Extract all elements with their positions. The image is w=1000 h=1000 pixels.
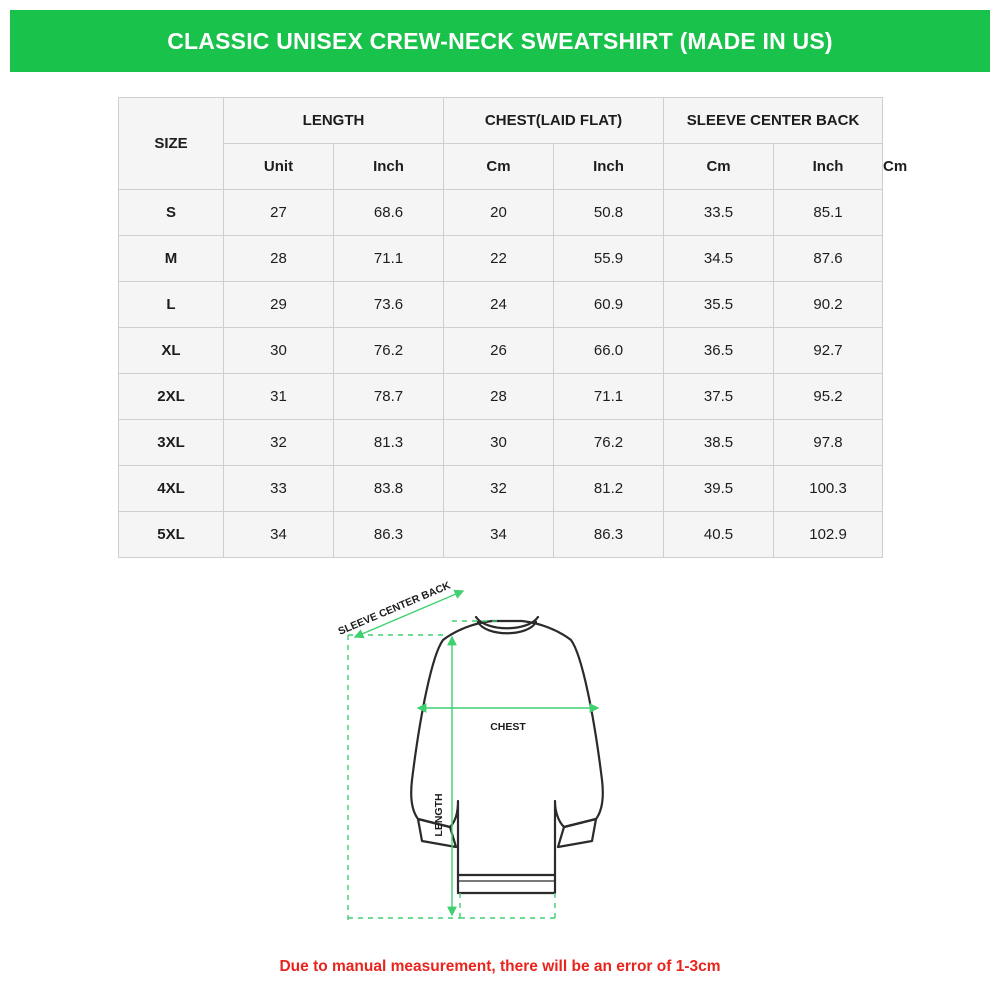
label-sleeve-center-back: SLEEVE CENTER BACK (336, 579, 453, 638)
cell-length-inch: 34 (224, 512, 334, 558)
cell-chest-cm: 55.9 (554, 236, 664, 282)
header-chest: CHEST(LAID FLAT) (444, 98, 664, 144)
cell-chest-inch: 32 (444, 466, 554, 512)
cell-chest-cm: 71.1 (554, 374, 664, 420)
cell-sleeve-cm: 85.1 (774, 190, 883, 236)
sweatshirt-outline (411, 617, 603, 893)
cell-length-inch: 28 (224, 236, 334, 282)
cell-length-cm: 78.7 (334, 374, 444, 420)
cell-length-cm: 68.6 (334, 190, 444, 236)
table-row (119, 328, 883, 374)
cell-chest-cm: 66.0 (554, 328, 664, 374)
cell-chest-inch: 26 (444, 328, 554, 374)
table-unit-row: Unit Inch Cm Inch Cm Inch Cm (119, 144, 883, 190)
cell-length-inch: 33 (224, 466, 334, 512)
table-row (119, 236, 883, 282)
table-row (119, 512, 883, 558)
cell-chest-cm: 50.8 (554, 190, 664, 236)
cell-sleeve-cm: 102.9 (774, 512, 883, 558)
cell-sleeve-cm: 92.7 (774, 328, 883, 374)
measurement-guides (346, 585, 598, 920)
cell-length-cm: 83.8 (334, 466, 444, 512)
header-size: SIZE (119, 98, 224, 190)
cell-chest-cm: 86.3 (554, 512, 664, 558)
cell-length-cm: 81.3 (334, 420, 444, 466)
cell-chest-inch: 22 (444, 236, 554, 282)
cell-sleeve-inch: 37.5 (664, 374, 774, 420)
cell-sleeve-cm: 97.8 (774, 420, 883, 466)
header-sleeve: SLEEVE CENTER BACK (664, 98, 883, 144)
cell-chest-inch: 34 (444, 512, 554, 558)
cell-sleeve-inch: 33.5 (664, 190, 774, 236)
cell-sleeve-cm: 90.2 (774, 282, 883, 328)
cell-sleeve-inch: 39.5 (664, 466, 774, 512)
size-table (118, 97, 908, 558)
cell-sleeve-inch: 36.5 (664, 328, 774, 374)
cell-chest-inch: 20 (444, 190, 554, 236)
sweatshirt-diagram (300, 575, 700, 930)
cell-length-inch: 27 (224, 190, 334, 236)
cell-length-inch: 29 (224, 282, 334, 328)
cell-length-inch: 30 (224, 328, 334, 374)
cell-length-cm: 73.6 (334, 282, 444, 328)
cell-chest-cm: 60.9 (554, 282, 664, 328)
cell-length-cm: 76.2 (334, 328, 444, 374)
cell-sleeve-cm: 100.3 (774, 466, 883, 512)
table-group-header-row (119, 98, 883, 144)
cell-size: M (119, 236, 224, 282)
label-length: LENGTH (433, 793, 445, 837)
cell-length-inch: 31 (224, 374, 334, 420)
unit-chest-cm: Cm (664, 144, 774, 190)
size-table-wrapper (118, 97, 908, 558)
cell-length-cm: 71.1 (334, 236, 444, 282)
table-row (119, 466, 883, 512)
cell-sleeve-inch: 35.5 (664, 282, 774, 328)
cell-sleeve-inch: 38.5 (664, 420, 774, 466)
cell-chest-inch: 24 (444, 282, 554, 328)
page-title: CLASSIC UNISEX CREW-NECK SWEATSHIRT (MADE IN US) (167, 27, 833, 54)
cell-size: S (119, 190, 224, 236)
cell-chest-inch: 30 (444, 420, 554, 466)
unit-sleeve-inch: Inch (774, 144, 883, 190)
unit-length-inch: Inch (334, 144, 444, 190)
cell-chest-inch: 28 (444, 374, 554, 420)
table-row (119, 282, 883, 328)
cell-size: 3XL (119, 420, 224, 466)
label-chest: CHEST (490, 721, 526, 733)
cell-length-cm: 86.3 (334, 512, 444, 558)
cell-sleeve-cm: 95.2 (774, 374, 883, 420)
header-length: LENGTH (224, 98, 444, 144)
cell-chest-cm: 81.2 (554, 466, 664, 512)
cell-size: L (119, 282, 224, 328)
unit-length-cm: Cm (444, 144, 554, 190)
header-banner (10, 10, 990, 72)
table-row (119, 420, 883, 466)
cell-chest-cm: 76.2 (554, 420, 664, 466)
unit-chest-inch: Inch (554, 144, 664, 190)
cell-size: 5XL (119, 512, 224, 558)
cell-sleeve-inch: 40.5 (664, 512, 774, 558)
cell-length-inch: 32 (224, 420, 334, 466)
cell-size: 2XL (119, 374, 224, 420)
cell-size: XL (119, 328, 224, 374)
cell-sleeve-cm: 87.6 (774, 236, 883, 282)
unit-label: Unit (224, 144, 334, 190)
table-row (119, 190, 883, 236)
cell-sleeve-inch: 34.5 (664, 236, 774, 282)
cell-size: 4XL (119, 466, 224, 512)
measurement-disclaimer: Due to manual measurement, there will be an error of 1-3cm (279, 958, 721, 975)
table-row (119, 374, 883, 420)
